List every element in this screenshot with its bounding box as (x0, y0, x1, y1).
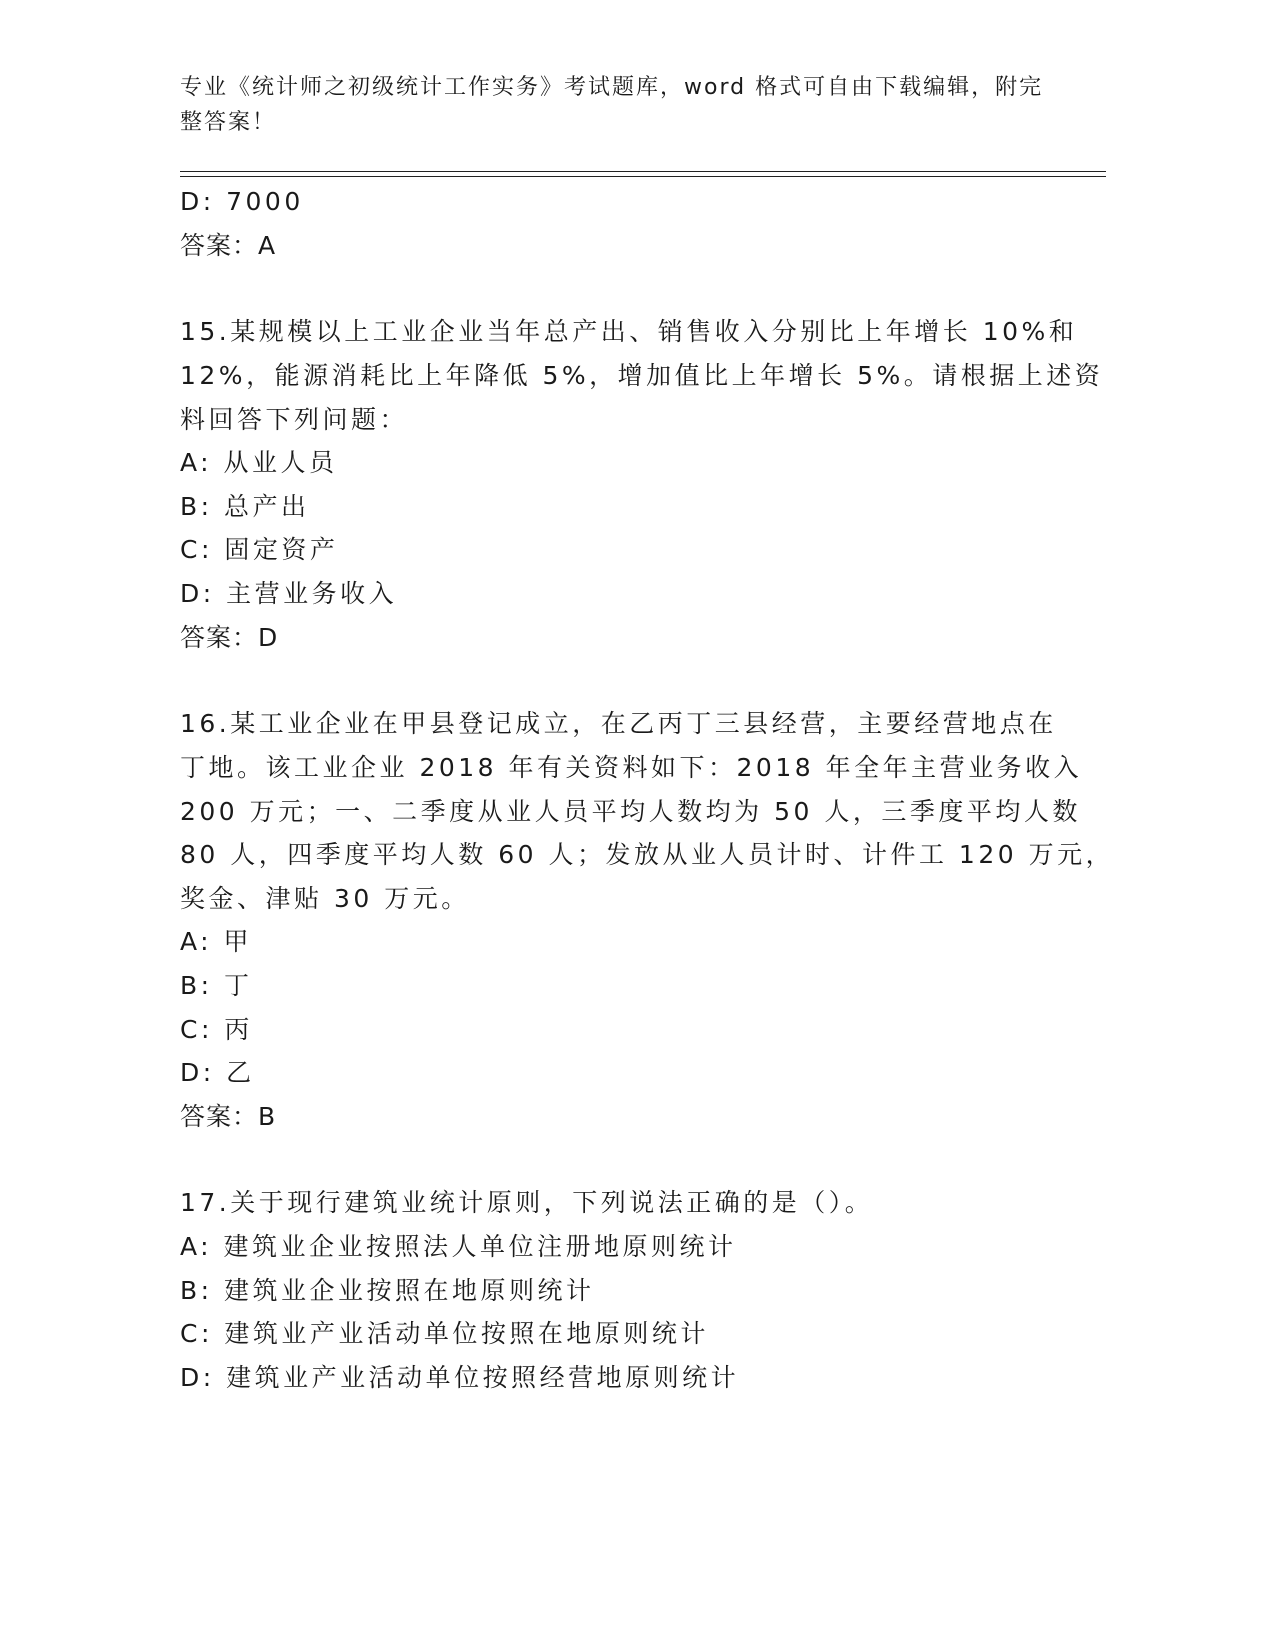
q16-stem-line-1: 16.某工业企业在甲县登记成立，在乙丙丁三县经营，主要经营地点在 (180, 709, 1057, 738)
q15-option-b: B: 总产出 (180, 492, 310, 521)
header-divider-top (180, 171, 1106, 172)
q16-option-b: B: 丁 (180, 971, 253, 1000)
q15-option-c: C: 固定资产 (180, 535, 339, 564)
q15-option-a: A: 从业人员 (180, 448, 338, 477)
q16-option-a: A: 甲 (180, 927, 253, 956)
q16-stem-line-5: 奖金、津贴 30 万元。 (180, 884, 470, 913)
q15-option-d: D: 主营业务收入 (180, 579, 398, 608)
prev-option-d: D: 7000 (180, 187, 304, 216)
q17-stem-line-1: 17.关于现行建筑业统计原则，下列说法正确的是（）。 (180, 1188, 874, 1217)
q15-answer: 答案：D (180, 623, 279, 652)
header-line-1: 专业《统计师之初级统计工作实务》考试题库，word 格式可自由下载编辑，附完 (180, 75, 1044, 100)
header-divider-bottom (180, 176, 1106, 177)
q17-option-d: D: 建筑业产业活动单位按照经营地原则统计 (180, 1363, 740, 1392)
q17-option-b: B: 建筑业企业按照在地原则统计 (180, 1276, 595, 1305)
q16-stem-line-3: 200 万元；一、二季度从业人员平均人数均为 50 人，三季度平均人数 (180, 797, 1081, 826)
q17-option-a: A: 建筑业企业按照法人单位注册地原则统计 (180, 1232, 737, 1261)
prev-answer: 答案：A (180, 231, 277, 260)
q17-option-c: C: 建筑业产业活动单位按照在地原则统计 (180, 1319, 709, 1348)
q15-stem-line-2: 12%，能源消耗比上年降低 5%，增加值比上年增长 5%。请根据上述资 (180, 361, 1104, 390)
q16-answer: 答案：B (180, 1102, 277, 1131)
document-header (180, 70, 1060, 140)
q16-option-d: D: 乙 (180, 1058, 255, 1087)
q15-stem-line-3: 料回答下列问题： (180, 405, 409, 434)
q16-stem-line-2: 丁地。该工业企业 2018 年有关资料如下：2018 年全年主营业务收入 (180, 753, 1083, 782)
q16-option-c: C: 丙 (180, 1015, 253, 1044)
q16-stem-line-4: 80 人，四季度平均人数 60 人；发放从业人员计时、计件工 120 万元， (180, 840, 1115, 869)
header-line-2: 整答案！ (180, 110, 277, 135)
q15-stem-line-1: 15.某规模以上工业企业当年总产出、销售收入分别比上年增长 10%和 (180, 317, 1078, 346)
